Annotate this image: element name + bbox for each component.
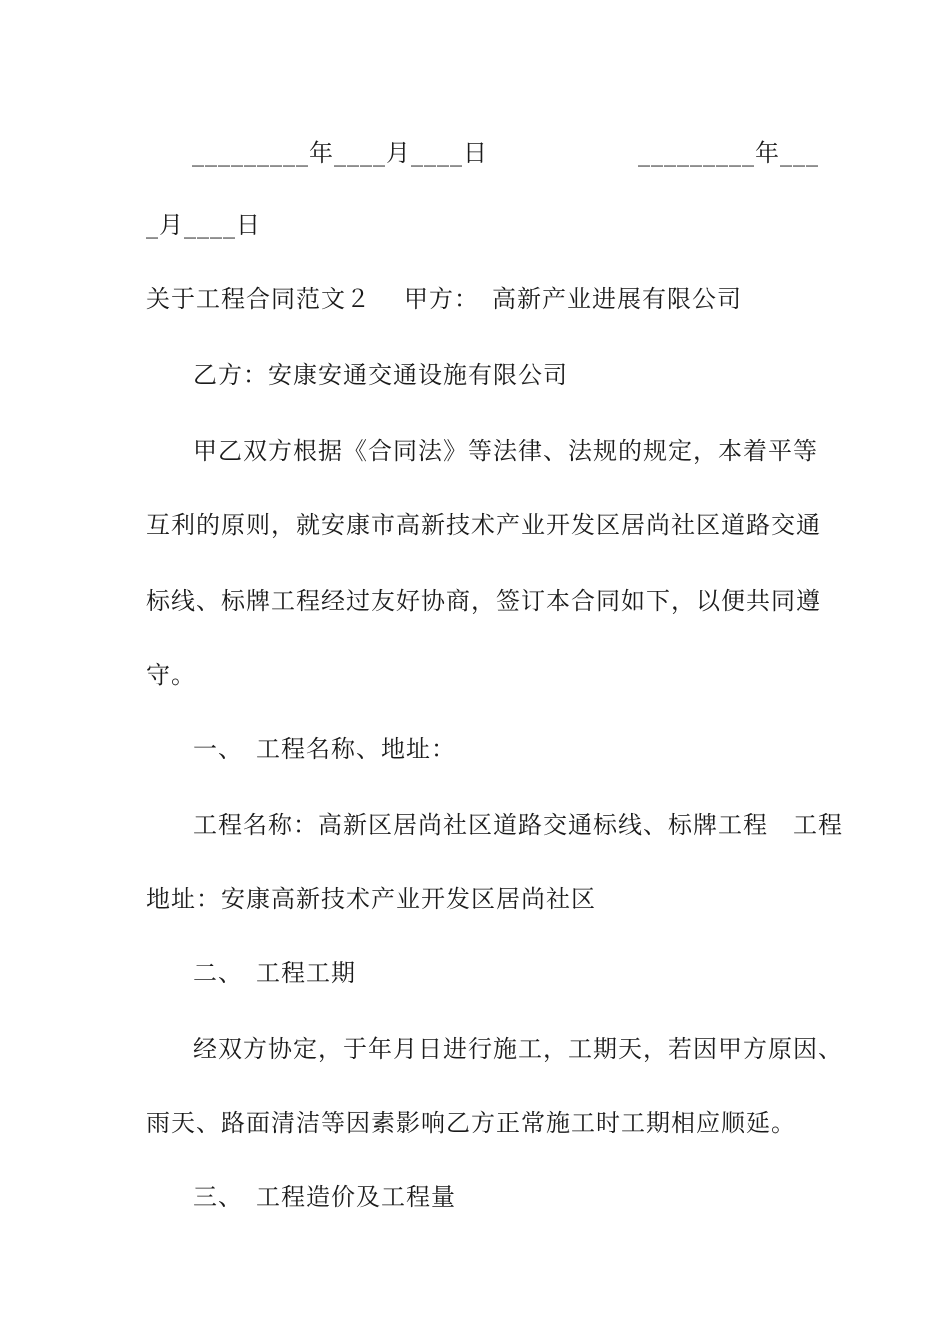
paragraph-line: 甲乙双方根据《合同法》等法律、法规的规定，本着平等	[193, 437, 818, 465]
paragraph-line: 经双方协定，于年月日进行施工，工期天，若因甲方原因、	[193, 1035, 843, 1063]
paragraph-line: 标线、标牌工程经过友好协商，签订本合同如下，以便共同遵	[146, 587, 821, 615]
section-heading: 三、 工程造价及工程量	[193, 1183, 456, 1211]
paragraph-line: 工程名称：高新区居尚社区道路交通标线、标牌工程 工程	[193, 811, 843, 839]
date-left: _________年____月____日	[192, 139, 488, 167]
date-row-cont: _月____日	[146, 211, 261, 239]
paragraph-line: 守。	[146, 661, 196, 689]
document-title: 关于工程合同范文２	[146, 285, 371, 313]
party-a: 甲方： 高新产业进展有限公司	[404, 285, 742, 313]
date-right: _________年___	[638, 139, 819, 167]
section-heading: 二、 工程工期	[193, 959, 356, 987]
paragraph-line: 雨天、路面清洁等因素影响乙方正常施工时工期相应顺延。	[146, 1109, 796, 1137]
section-heading: 一、 工程名称、地址：	[193, 735, 456, 763]
paragraph-line: 互利的原则，就安康市高新技术产业开发区居尚社区道路交通	[146, 511, 821, 539]
paragraph-line: 地址：安康高新技术产业开发区居尚社区	[146, 885, 596, 913]
party-b: 乙方：安康安通交通设施有限公司	[193, 361, 568, 389]
